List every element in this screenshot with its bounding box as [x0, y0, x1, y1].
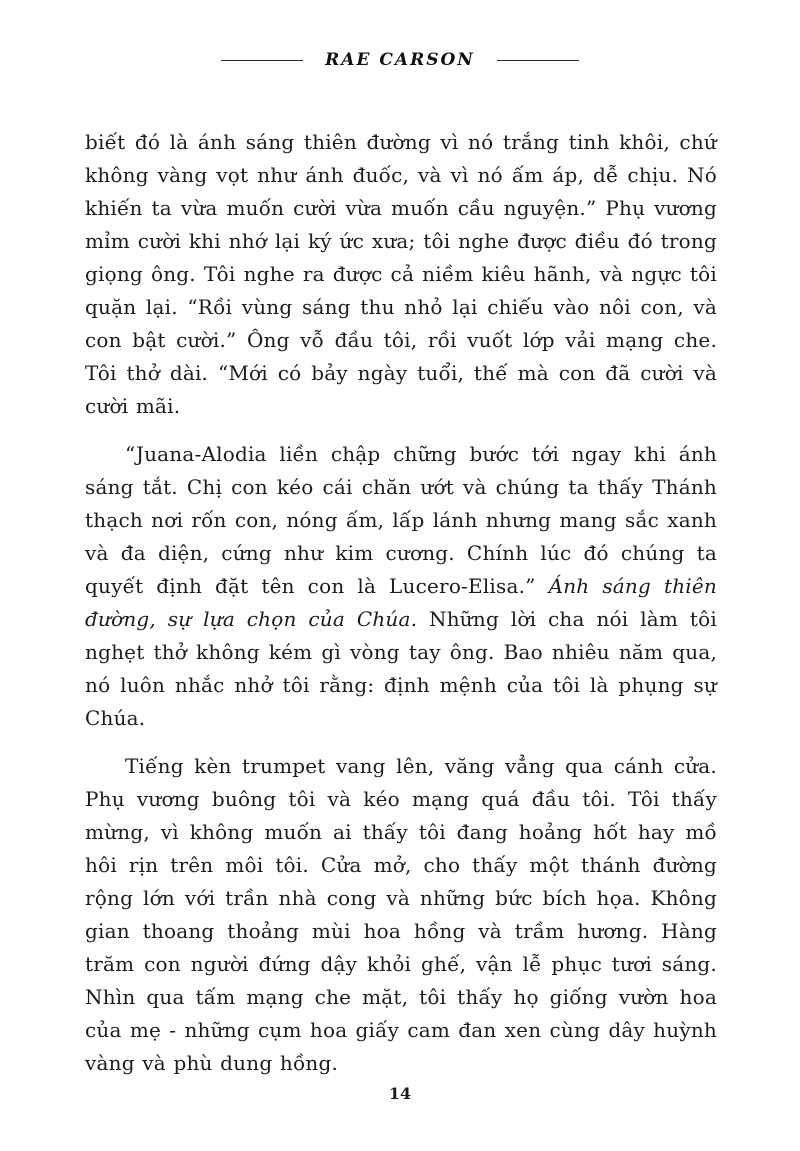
paragraph-2-italic-phrase: Ánh sáng thiên đường, sự lựa chọn của Chúa.	[85, 574, 718, 631]
header-rule-right	[497, 60, 579, 61]
paragraph-1: biết đó là ánh sáng thiên đường vì nó trắng tinh khôi, chứ không vàng vọt như ánh đuốc, và vì nó ấm áp, dễ chịu. Nó khiến ta vừa muốn cười vừa muốn cầu nguyện.” Phụ vương mỉm cười khi nhớ lại ký ức xưa; tôi nghe được điều đó trong giọng ông. Tôi nghe ra được cả niềm kiêu hãnh, và ngực tôi quặn lại. “Rồi vùng sáng thu nhỏ lại chiếu vào nôi con, và con bật cười.” Ông vỗ đầu tôi, rồi vuốt lớp vải mạng che. Tôi thở dài. “Mới có bảy ngày tuổi, thế mà con đã cười và cười mãi.	[85, 130, 717, 418]
author-name: RAE CARSON	[325, 50, 475, 70]
page-body	[85, 126, 717, 1095]
page-header	[0, 50, 800, 70]
page-footer	[0, 1084, 800, 1103]
paragraph-2-text-end: Những lời cha nói làm tôi nghẹt thở không kém gì vòng tay ông. Bao nhiêu năm qua, nó luôn nhắc nhở tôi rằng: định mệnh của tôi là phụng sự Chúa.	[85, 607, 717, 730]
paragraph-2	[85, 438, 717, 735]
header-rule-left	[221, 60, 303, 61]
page-number: 14	[388, 1084, 412, 1103]
paragraph-3: Tiếng kèn trumpet vang lên, văng vẳng qua cánh cửa. Phụ vương buông tôi và kéo mạng quá đầu tôi. Tôi thấy mừng, vì không muốn ai thấy tôi đang hoảng hốt hay mồ hôi rịn trên môi tôi. Cửa mở, cho thấy một thánh đường rộng lớn với trần nhà cong và những bức bích họa. Không gian thoang thoảng mùi hoa hồng và trầm hương. Hàng trăm con người đứng dậy khỏi ghế, vận lễ phục tươi sáng. Nhìn qua tấm mạng che mặt, tôi thấy họ giống vườn hoa của mẹ - những cụm hoa giấy cam đan xen cùng dây huỳnh vàng và phù dung hồng.	[85, 754, 717, 1075]
paragraph-2-text-start: “Juana-Alodia liền chập chững bước tới ngay khi ánh sáng tắt. Chị con kéo cái chăn ướt và chúng ta thấy Thánh thạch nơi rốn con, nóng ấm, lấp lánh nhưng mang sắc xanh và đa diện, cứng như kim cương. Chính lúc đó chúng ta quyết định đặt tên con là Lucero-Elisa.”	[85, 442, 717, 598]
